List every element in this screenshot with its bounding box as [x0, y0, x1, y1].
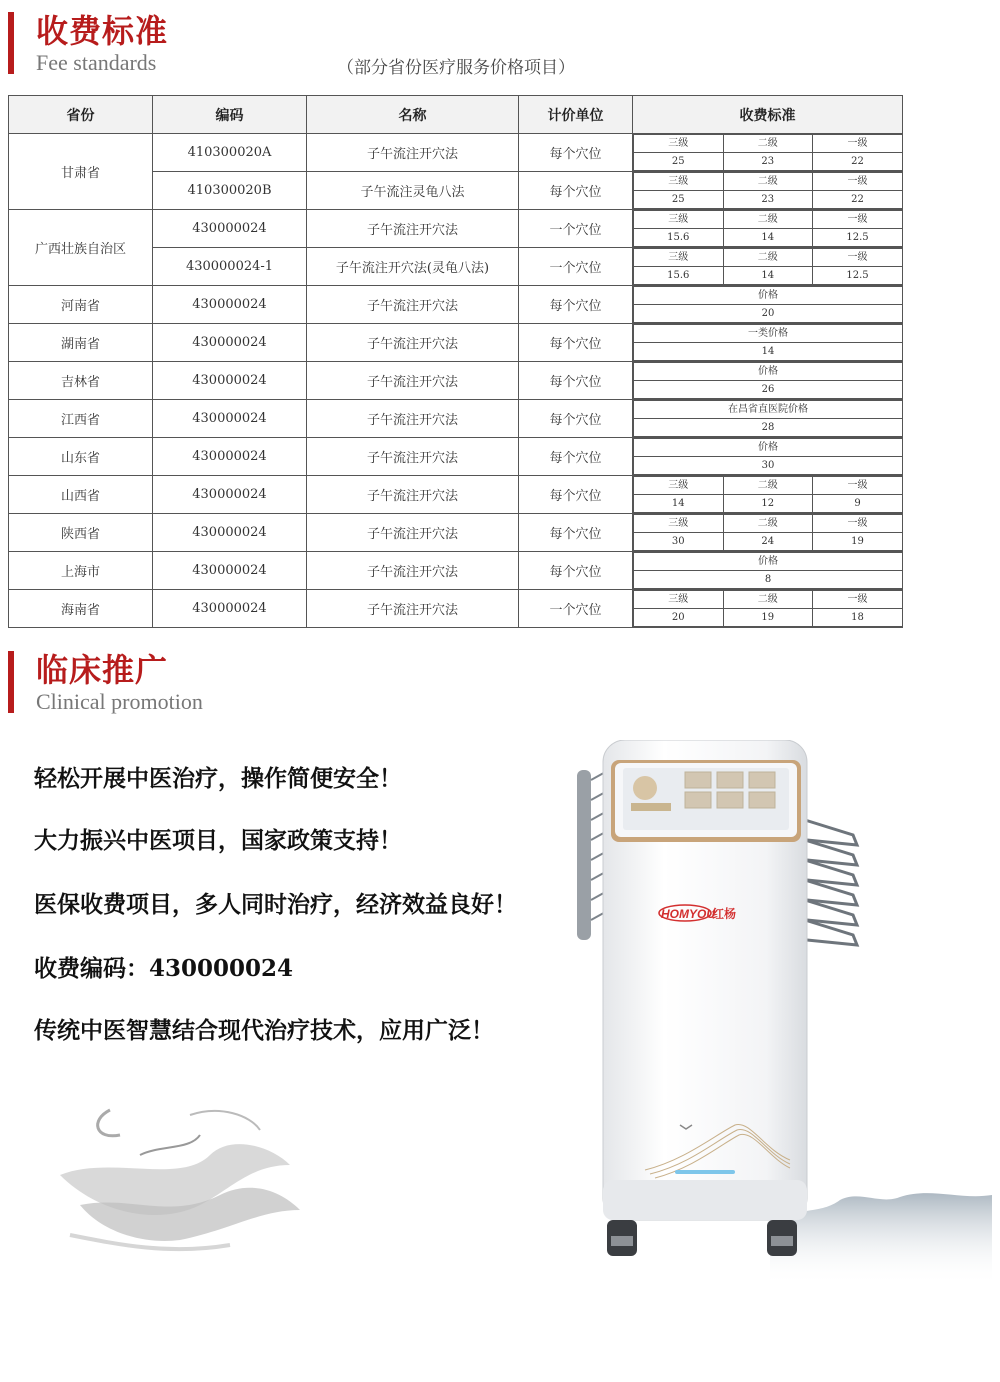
- pricing-unit-cell: 每个穴位: [519, 476, 633, 514]
- fee-value: 25: [634, 191, 724, 209]
- item-name-cell: 子午流注开穴法: [307, 286, 519, 324]
- fee-value: 30: [634, 457, 903, 475]
- code-cell: 430000024: [153, 438, 307, 476]
- fee-value: 28: [634, 419, 903, 437]
- header-fee: 收费标准: [633, 96, 903, 134]
- fee-table-row: [9, 552, 903, 590]
- pricing-unit-cell: 每个穴位: [519, 172, 633, 210]
- fee-level-label: 三级: [634, 135, 724, 153]
- fee-standard-cell: [633, 438, 903, 476]
- fee-table-row: [9, 324, 903, 362]
- fee-standard-subtable: [633, 134, 902, 171]
- fee-level-label: 三级: [634, 211, 724, 229]
- item-name-cell: 子午流注灵龟八法: [307, 172, 519, 210]
- fee-value: 19: [813, 533, 903, 551]
- code-cell: 410300020A: [153, 134, 307, 172]
- fee-standard-cell: [633, 248, 903, 286]
- fee-value: 14: [723, 229, 813, 247]
- promo-point-3: 医保收费项目，多人同时治疗，经济效益良好！: [34, 891, 517, 918]
- fee-standard-subtable: [633, 286, 902, 323]
- pricing-unit-cell: 一个穴位: [519, 210, 633, 248]
- item-name-cell: 子午流注开穴法: [307, 324, 519, 362]
- fee-value: 24: [723, 533, 813, 551]
- promo-point-2: 大力振兴中医项目，国家政策支持！: [34, 827, 402, 854]
- fee-standard-cell: [633, 400, 903, 438]
- clinical-section-accent-bar: [8, 651, 14, 713]
- code-cell: 430000024: [153, 552, 307, 590]
- fee-standard-cell: [633, 514, 903, 552]
- fee-value: 15.6: [634, 229, 724, 247]
- fee-value: 14: [723, 267, 813, 285]
- pricing-unit-cell: 每个穴位: [519, 324, 633, 362]
- right-cable-rack: [805, 820, 857, 945]
- pricing-unit-cell: 每个穴位: [519, 134, 633, 172]
- item-name-cell: 子午流注开穴法: [307, 590, 519, 628]
- fee-standard-subtable: [633, 514, 902, 551]
- fee-value: 8: [634, 571, 903, 589]
- header-unit: 计价单位: [519, 96, 633, 134]
- fee-standard-subtable: [633, 476, 902, 513]
- fee-table-row: [9, 210, 903, 248]
- fee-section-subtitle: Fee standards: [36, 50, 157, 75]
- fee-level-label: 二级: [723, 173, 813, 191]
- fee-value: 18: [813, 609, 903, 627]
- fee-value: 19: [723, 609, 813, 627]
- header-name: 名称: [307, 96, 519, 134]
- fee-level-label: 一级: [813, 173, 903, 191]
- fee-standard-subtable: [633, 590, 902, 627]
- fee-standard-cell: [633, 324, 903, 362]
- fee-level-label: 价格: [634, 439, 903, 457]
- item-name-cell: 子午流注开穴法: [307, 134, 519, 172]
- fee-value: 22: [813, 153, 903, 171]
- fee-level-label: 二级: [723, 135, 813, 153]
- fee-standard-subtable: [633, 172, 902, 209]
- pricing-unit-cell: 每个穴位: [519, 514, 633, 552]
- svg-text:HOMYOU: HOMYOU: [661, 907, 715, 921]
- province-cell: 山东省: [9, 438, 153, 476]
- item-name-cell: 子午流注开穴法: [307, 476, 519, 514]
- fee-table-row: [9, 400, 903, 438]
- item-name-cell: 子午流注开穴法: [307, 438, 519, 476]
- header-province: 省份: [9, 96, 153, 134]
- fee-standard-subtable: [633, 552, 902, 589]
- fee-value: 20: [634, 609, 724, 627]
- svg-text:红杨: 红杨: [712, 907, 737, 921]
- fee-standard-subtable: [633, 248, 902, 285]
- header-code: 编码: [153, 96, 307, 134]
- fee-table-header-row: [9, 96, 903, 134]
- code-cell: 430000024-1: [153, 248, 307, 286]
- fee-table: [8, 95, 903, 628]
- code-cell: 430000024: [153, 362, 307, 400]
- code-cell: 430000024: [153, 210, 307, 248]
- province-cell: 山西省: [9, 476, 153, 514]
- fee-level-label: 二级: [723, 249, 813, 267]
- fee-level-label: 一级: [813, 135, 903, 153]
- province-cell: 河南省: [9, 286, 153, 324]
- fee-value: 20: [634, 305, 903, 323]
- fee-standard-subtable: [633, 438, 902, 475]
- pricing-unit-cell: 每个穴位: [519, 552, 633, 590]
- fee-standard-subtable: [633, 400, 902, 437]
- fee-table-row: [9, 134, 903, 172]
- province-cell: 陕西省: [9, 514, 153, 552]
- promo-point-1: 轻松开展中医治疗，操作简便安全！: [34, 765, 402, 792]
- fee-level-label: 价格: [634, 287, 903, 305]
- fee-standard-cell: [633, 362, 903, 400]
- fee-value: 25: [634, 153, 724, 171]
- fee-value: 14: [634, 343, 903, 361]
- pricing-unit-cell: 每个穴位: [519, 438, 633, 476]
- fee-value: 12: [723, 495, 813, 513]
- item-name-cell: 子午流注开穴法: [307, 210, 519, 248]
- province-cell: 广西壮族自治区: [9, 210, 153, 286]
- item-name-cell: 子午流注开穴法: [307, 552, 519, 590]
- fee-standard-subtable: [633, 210, 902, 247]
- item-name-cell: 子午流注开穴法: [307, 362, 519, 400]
- clinical-section-subtitle: Clinical promotion: [36, 689, 203, 714]
- fee-value: 23: [723, 153, 813, 171]
- ink-wash-decoration: [50, 1095, 310, 1265]
- province-cell: 海南省: [9, 590, 153, 628]
- fee-value: 12.5: [813, 229, 903, 247]
- pricing-unit-cell: 每个穴位: [519, 362, 633, 400]
- fee-section-note: （部分省份医疗服务价格项目）: [337, 58, 575, 78]
- code-cell: 430000024: [153, 476, 307, 514]
- fee-level-label: 三级: [634, 173, 724, 191]
- pricing-unit-cell: 一个穴位: [519, 248, 633, 286]
- fee-level-label: 一级: [813, 515, 903, 533]
- fee-standard-cell: [633, 552, 903, 590]
- fee-level-label: 三级: [634, 477, 724, 495]
- fee-level-label: 一级: [813, 591, 903, 609]
- fee-table-row: [9, 362, 903, 400]
- fee-value: 9: [813, 495, 903, 513]
- clinical-section-title: 临床推广: [36, 651, 169, 689]
- code-cell: 430000024: [153, 400, 307, 438]
- fee-value: 22: [813, 191, 903, 209]
- code-cell: 430000024: [153, 514, 307, 552]
- item-name-cell: 子午流注开穴法: [307, 400, 519, 438]
- fee-value: 14: [634, 495, 724, 513]
- item-name-cell: 子午流注开穴法: [307, 514, 519, 552]
- province-cell: 吉林省: [9, 362, 153, 400]
- fee-table-row: [9, 476, 903, 514]
- fee-level-label: 一级: [813, 249, 903, 267]
- fee-section-title: 收费标准: [36, 12, 169, 50]
- pricing-unit-cell: 一个穴位: [519, 590, 633, 628]
- fee-standard-subtable: [633, 362, 902, 399]
- fee-level-label: 一级: [813, 477, 903, 495]
- fee-level-label: 价格: [634, 363, 903, 381]
- code-cell: 410300020B: [153, 172, 307, 210]
- fee-table-row: [9, 590, 903, 628]
- code-cell: 430000024: [153, 590, 307, 628]
- fee-level-label: 三级: [634, 249, 724, 267]
- fee-value: 30: [634, 533, 724, 551]
- fee-level-label: 二级: [723, 211, 813, 229]
- pricing-unit-cell: 每个穴位: [519, 286, 633, 324]
- treatment-device-image: [575, 740, 875, 1260]
- province-cell: 上海市: [9, 552, 153, 590]
- fee-level-label: 二级: [723, 591, 813, 609]
- fee-level-label: 一类价格: [634, 325, 903, 343]
- fee-standard-cell: [633, 476, 903, 514]
- fee-section-accent-bar: [8, 12, 14, 74]
- device-wheels: [607, 1220, 797, 1256]
- fee-level-label: 价格: [634, 553, 903, 571]
- code-cell: 430000024: [153, 286, 307, 324]
- fee-table-row: [9, 286, 903, 324]
- fee-value: 15.6: [634, 267, 724, 285]
- promo-point-5: 传统中医智慧结合现代治疗技术，应用广泛！: [34, 1017, 494, 1044]
- fee-standard-cell: [633, 590, 903, 628]
- fee-standard-subtable: [633, 324, 902, 361]
- pricing-unit-cell: 每个穴位: [519, 400, 633, 438]
- fee-value: 26: [634, 381, 903, 399]
- fee-level-label: 三级: [634, 515, 724, 533]
- fee-table-row: [9, 514, 903, 552]
- fee-level-label: 三级: [634, 591, 724, 609]
- item-name-cell: 子午流注开穴法(灵龟八法): [307, 248, 519, 286]
- fee-value: 23: [723, 191, 813, 209]
- device-brand-logo: [659, 905, 736, 921]
- fee-level-label: 二级: [723, 477, 813, 495]
- fee-level-label: 一级: [813, 211, 903, 229]
- fee-value: 12.5: [813, 267, 903, 285]
- fee-level-label: 二级: [723, 515, 813, 533]
- fee-standard-cell: [633, 172, 903, 210]
- fee-standard-cell: [633, 286, 903, 324]
- province-cell: 湖南省: [9, 324, 153, 362]
- province-cell: 江西省: [9, 400, 153, 438]
- fee-level-label: 在昌省直医院价格: [634, 401, 903, 419]
- fee-table-row: [9, 438, 903, 476]
- province-cell: 甘肃省: [9, 134, 153, 210]
- fee-standard-cell: [633, 210, 903, 248]
- fee-standard-cell: [633, 134, 903, 172]
- promo-point-fee-code: 收费编码：430000024: [34, 955, 294, 982]
- fee-table-body: [9, 134, 903, 628]
- code-cell: 430000024: [153, 324, 307, 362]
